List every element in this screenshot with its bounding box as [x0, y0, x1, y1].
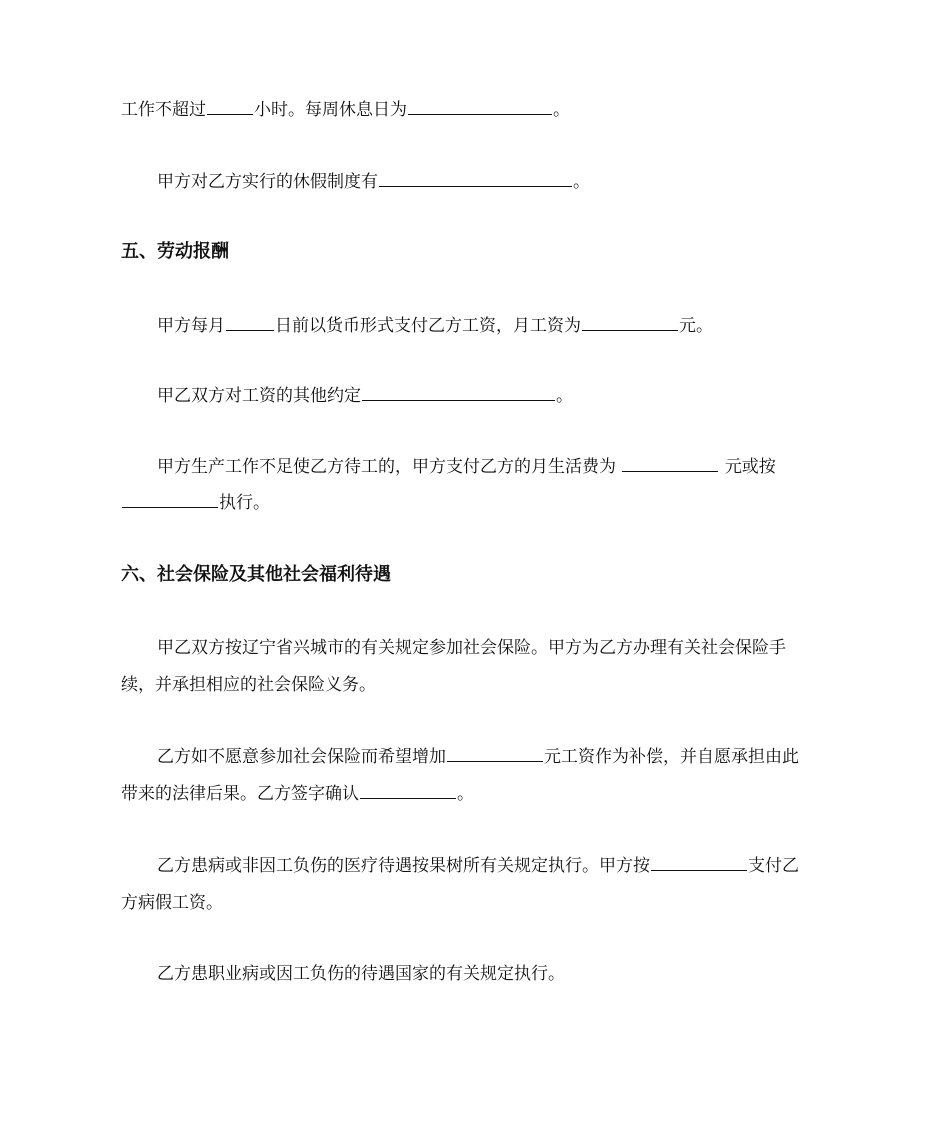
section-heading-social-insurance: 六、社会保险及其他社会福利待遇: [121, 564, 391, 585]
social-insurance-paragraph-line-1: 甲乙双方按辽宁省兴城市的有关规定参加社会保险。甲方为乙方办理有关社会保险手: [157, 638, 786, 658]
sick-leave-line: [0, 854, 950, 878]
text: 甲方对乙方实行的休假制度有: [157, 172, 378, 192]
compensation-line: [0, 745, 950, 769]
blank-hours[interactable]: [207, 98, 253, 115]
text: 乙方患病或非因工负伤的医疗待遇按果树所有关规定执行。甲方按: [157, 856, 650, 876]
text: 带来的法律后果。乙方签字确认: [121, 784, 359, 804]
blank-pay-day[interactable]: [226, 314, 274, 331]
blank-sick-pay-standard[interactable]: [651, 854, 747, 871]
vacation-line: [0, 170, 950, 194]
text: 甲乙双方对工资的其他约定: [157, 386, 361, 406]
blank-vacation[interactable]: [379, 170, 572, 187]
blank-allowance-standard[interactable]: [122, 491, 218, 508]
text: 工作不超过: [121, 100, 206, 120]
text: 甲方每月: [157, 316, 225, 336]
text: 执行。: [219, 493, 270, 513]
sick-leave-line-cont: 方病假工资。: [121, 893, 223, 913]
blank-compensation-amount[interactable]: [447, 745, 543, 762]
text: 。: [553, 100, 570, 120]
blank-monthly-salary[interactable]: [582, 314, 678, 331]
salary-payment-line: [0, 314, 950, 338]
text: 支付乙: [748, 856, 799, 876]
text: 乙方如不愿意参加社会保险而希望增加: [157, 747, 446, 767]
blank-other-agreement[interactable]: [362, 384, 555, 401]
text: 。: [556, 386, 573, 406]
text: 。: [573, 172, 590, 192]
text: 甲方生产工作不足使乙方待工的，甲方支付乙方的月生活费为: [157, 457, 616, 477]
social-insurance-paragraph-line-2: 续，并承担相应的社会保险义务。: [121, 675, 376, 695]
text: 元。: [679, 316, 713, 336]
compensation-line-cont: [0, 782, 950, 806]
text: 小时。每周休息日为: [254, 100, 407, 120]
living-allowance-line: [0, 455, 950, 479]
blank-signature[interactable]: [360, 782, 456, 799]
working-hours-line: [0, 98, 950, 122]
occupational-disease-line: 乙方患职业病或因工负伤的待遇国家的有关规定执行。: [157, 964, 565, 984]
living-allowance-line-cont: [0, 491, 950, 515]
text: 元或按: [724, 457, 776, 477]
blank-rest-day[interactable]: [408, 98, 552, 115]
text: 元工资作为补偿，并自愿承担由此: [544, 747, 799, 767]
text: 。: [457, 784, 474, 804]
text: 日前以货币形式支付乙方工资，月工资为: [275, 316, 581, 336]
section-heading-remuneration: 五、劳动报酬: [121, 241, 229, 262]
other-salary-agreement-line: [0, 384, 950, 408]
blank-living-allowance[interactable]: [622, 455, 718, 472]
